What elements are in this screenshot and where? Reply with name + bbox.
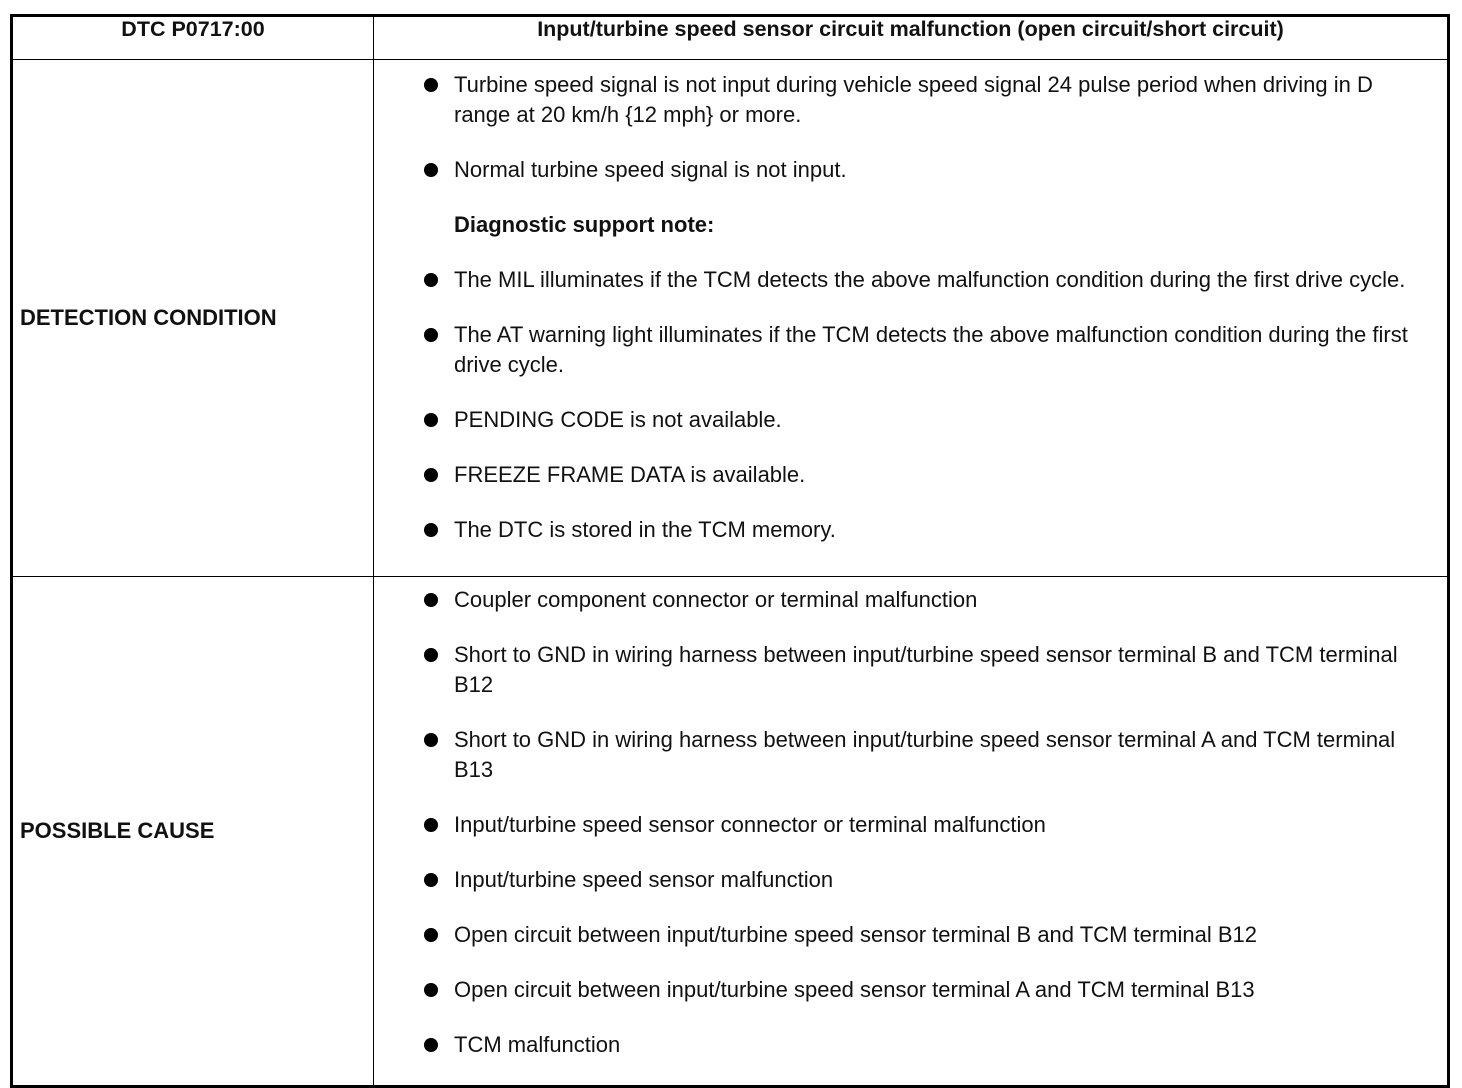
list-item (374, 975, 1417, 1005)
list-item (374, 1030, 1417, 1060)
bullet-icon (424, 163, 438, 177)
list-item (374, 405, 1417, 435)
detection-condition-label: DETECTION CONDITION (12, 60, 374, 577)
bullet-icon (424, 733, 438, 747)
detection-condition-list (374, 60, 1447, 545)
list-item-text: Open circuit between input/turbine speed sensor terminal A and TCM terminal B13 (454, 977, 1255, 1002)
list-item-text: Short to GND in wiring harness between input/turbine speed sensor terminal A and TCM terminal B13 (454, 727, 1396, 782)
list-item (374, 460, 1417, 490)
list-item-text: Diagnostic support note: (454, 212, 715, 237)
possible-cause-content (374, 577, 1449, 1087)
list-item-text: Coupler component connector or terminal malfunction (454, 587, 978, 612)
list-item (374, 810, 1417, 840)
list-item-text: FREEZE FRAME DATA is available. (454, 462, 806, 487)
list-item (374, 640, 1417, 700)
list-item (374, 155, 1417, 185)
list-item (374, 265, 1417, 295)
dtc-title-cell: Input/turbine speed sensor circuit malfunction (open circuit/short circuit) (374, 16, 1449, 60)
bullet-icon (424, 1038, 438, 1052)
dtc-table (10, 14, 1450, 1088)
note-heading (374, 210, 1417, 240)
bullet-icon (424, 413, 438, 427)
list-item-text: Normal turbine speed signal is not input. (454, 157, 847, 182)
detection-condition-row (12, 60, 1449, 577)
bullet-icon (424, 818, 438, 832)
list-item-text: Turbine speed signal is not input during vehicle speed signal 24 pulse period when driving in D range at 20 km/h {12 mph} or more. (454, 72, 1373, 127)
bullet-icon (424, 468, 438, 482)
list-item-text: Open circuit between input/turbine speed sensor terminal B and TCM terminal B12 (454, 922, 1258, 947)
possible-cause-row (12, 577, 1449, 1087)
list-item (374, 70, 1417, 130)
bullet-icon (424, 928, 438, 942)
possible-cause-label: POSSIBLE CAUSE (12, 577, 374, 1087)
header-row (12, 16, 1449, 60)
list-item-text: Input/turbine speed sensor malfunction (454, 867, 834, 892)
bullet-icon (424, 273, 438, 287)
dtc-code-cell: DTC P0717:00 (12, 16, 374, 60)
bullet-icon (424, 78, 438, 92)
list-item (374, 725, 1417, 785)
bullet-icon (424, 593, 438, 607)
list-item (374, 320, 1417, 380)
list-item-text: PENDING CODE is not available. (454, 407, 782, 432)
list-item (374, 585, 1417, 615)
list-item-text: The DTC is stored in the TCM memory. (454, 517, 836, 542)
list-item-text: Short to GND in wiring harness between input/turbine speed sensor terminal B and TCM terminal B12 (454, 642, 1398, 697)
list-item (374, 865, 1417, 895)
list-item-text: Input/turbine speed sensor connector or terminal malfunction (454, 812, 1046, 837)
bullet-icon (424, 328, 438, 342)
bullet-icon (424, 873, 438, 887)
bullet-icon (424, 983, 438, 997)
bullet-icon (424, 648, 438, 662)
list-item-text: The MIL illuminates if the TCM detects the above malfunction condition during the first drive cycle. (454, 267, 1406, 292)
bullet-icon (424, 523, 438, 537)
possible-cause-list (374, 577, 1447, 1060)
list-item (374, 920, 1417, 950)
list-item-text: TCM malfunction (454, 1032, 621, 1057)
list-item (374, 515, 1417, 545)
list-item-text: The AT warning light illuminates if the TCM detects the above malfunction condition during the first drive cycle. (454, 322, 1408, 377)
detection-condition-content (374, 60, 1449, 577)
